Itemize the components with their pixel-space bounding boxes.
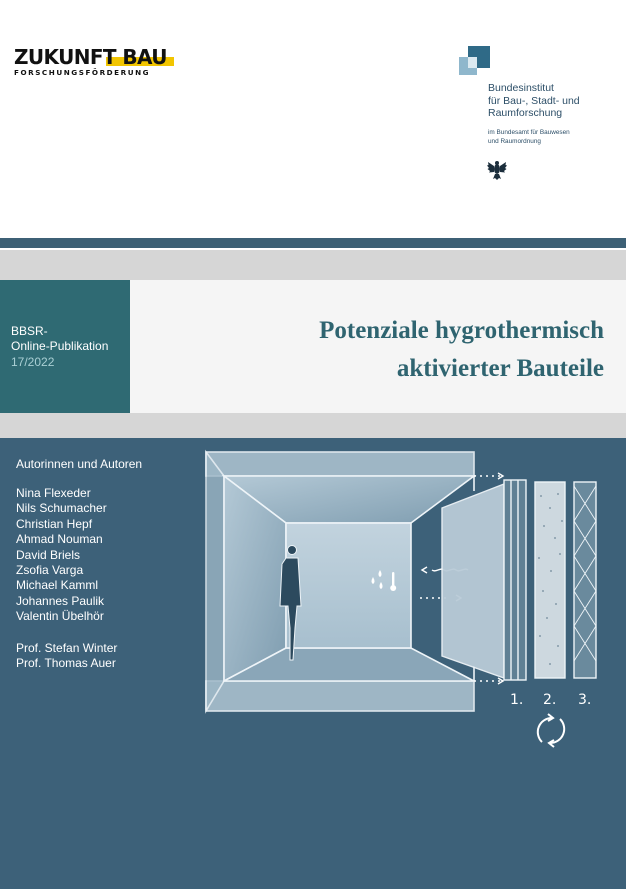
- author-name: Christian Hepf: [16, 516, 93, 531]
- professor-name: Prof. Stefan Winter: [16, 641, 118, 655]
- author-name: Nina Flexeder: [16, 486, 91, 500]
- band-grey-top: [0, 250, 626, 280]
- author-name: Michael Kamml: [16, 578, 99, 593]
- author-name: Johannes Paulik: [16, 593, 105, 608]
- bbsr-subline: im Bundesamt für Bauwesen und Raumordnung: [488, 129, 570, 145]
- bbsr-name: Bundesinstitut für Bau-, Stadt- und Raumforschung: [488, 82, 580, 119]
- cycle-arrows-icon: [538, 714, 564, 747]
- layer-label-2: 2.: [543, 692, 557, 708]
- main-panel: [0, 438, 626, 889]
- layer-label-3: 3.: [578, 692, 592, 708]
- band-grey-bottom: [0, 413, 626, 438]
- authors-heading: Autorinnen und Autoren: [16, 457, 143, 471]
- author-name: Zsofia Varga: [16, 563, 84, 578]
- zukunft-bau-logo: [14, 47, 174, 77]
- room-frame: [206, 452, 474, 711]
- zukunft-bau-wordmark: ZUKUNFT BAU: [14, 47, 174, 67]
- room-sketch-illustration: [198, 446, 608, 756]
- cover-header: [0, 0, 626, 238]
- author-name: Valentin Übelhör: [16, 609, 104, 624]
- professors-list: [16, 641, 117, 672]
- series-label-line1: BBSR-: [11, 324, 48, 338]
- publication-title: [319, 312, 604, 388]
- wall-panel: [442, 484, 504, 678]
- federal-eagle-icon: [487, 159, 507, 181]
- series-label-line2: Online-Publikation: [11, 339, 109, 353]
- title-line1: Potenziale hygrothermisch: [319, 317, 604, 344]
- series-number: 17/2022: [11, 355, 55, 369]
- author-name: David Briels: [16, 547, 81, 562]
- author-name: Nils Schumacher: [16, 501, 107, 516]
- bbsr-squares-icon: [459, 46, 491, 78]
- series-box: [0, 280, 130, 413]
- title-section: [0, 280, 626, 413]
- wall-layers: [504, 480, 596, 680]
- authors-list: [16, 486, 107, 625]
- title-line2: aktivierter Bauteile: [396, 355, 604, 382]
- author-name: Ahmad Nouman: [16, 532, 103, 547]
- bbsr-logo: [459, 46, 619, 145]
- zukunft-bau-tagline: FORSCHUNGSFÖRDERUNG: [14, 68, 151, 77]
- professor-name: Prof. Thomas Auer: [16, 656, 116, 671]
- band-dark: [0, 238, 626, 248]
- layer-label-1: 1.: [510, 692, 524, 708]
